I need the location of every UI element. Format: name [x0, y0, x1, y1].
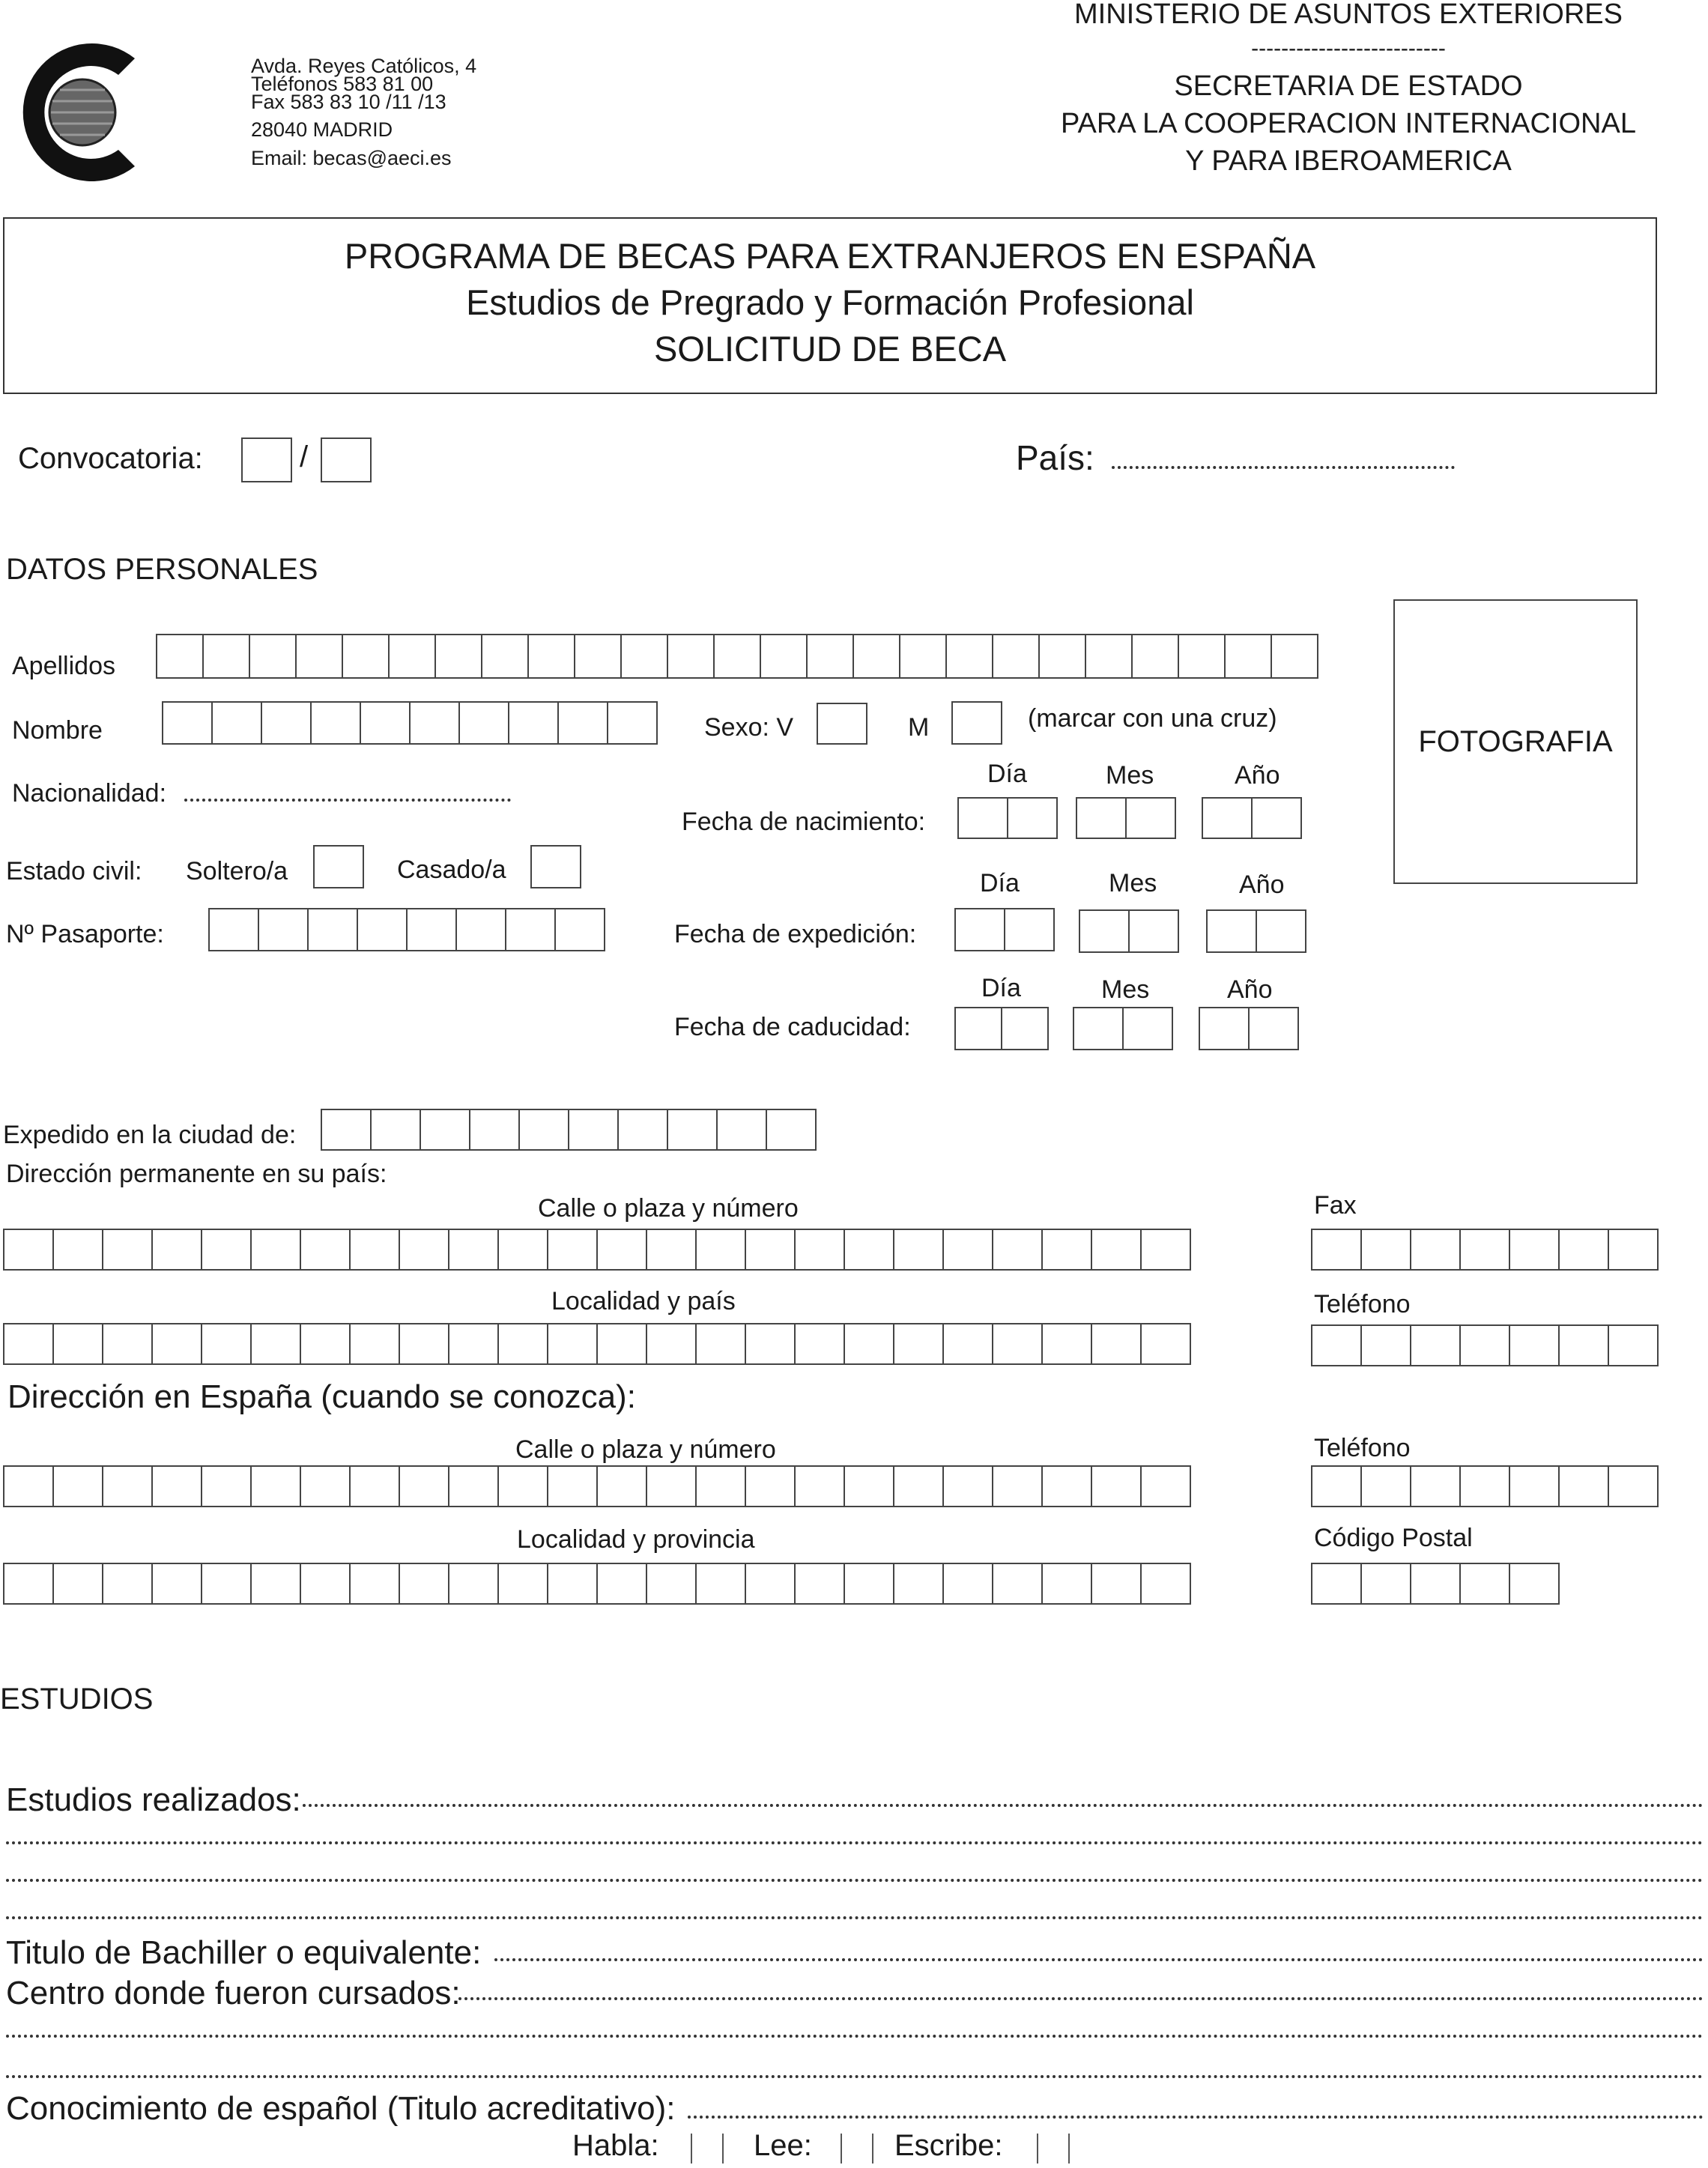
sexo-hint: (marcar con una cruz)	[1028, 704, 1277, 733]
char-box[interactable]	[1001, 1007, 1049, 1050]
char-box[interactable]	[1128, 909, 1179, 953]
expedicion-dia-label: Día	[980, 869, 1020, 897]
char-box[interactable]	[547, 1323, 598, 1365]
char-box[interactable]	[954, 1007, 1002, 1050]
char-box[interactable]	[1271, 634, 1318, 679]
char-box[interactable]	[1608, 1229, 1659, 1271]
char-box[interactable]	[574, 634, 622, 679]
char-box[interactable]	[1131, 634, 1179, 679]
char-box[interactable]	[1041, 1323, 1092, 1365]
char-box[interactable]	[300, 1465, 351, 1507]
char-box[interactable]	[1311, 1229, 1362, 1271]
char-box[interactable]	[992, 1563, 1043, 1605]
perm-calle-label: Calle o plaza y número	[538, 1194, 799, 1223]
char-box[interactable]	[893, 1563, 944, 1605]
secretaria-line-2: PARA LA COOPERACION INTERNACIONAL	[1061, 108, 1636, 139]
char-box[interactable]	[596, 1323, 647, 1365]
char-box[interactable]	[1073, 1007, 1124, 1050]
char-box[interactable]	[547, 1229, 598, 1271]
char-box[interactable]	[151, 1323, 202, 1365]
habla-label: Habla:	[572, 2129, 659, 2162]
char-box[interactable]	[695, 1465, 746, 1507]
perm-fax-boxes[interactable]	[1311, 1229, 1657, 1271]
char-box[interactable]	[1410, 1465, 1461, 1507]
estado-civil-label: Estado civil:	[6, 857, 142, 885]
esp-calle-boxes[interactable]	[3, 1465, 1190, 1507]
char-box[interactable]	[620, 634, 668, 679]
char-box[interactable]	[300, 1563, 351, 1605]
char-box[interactable]	[1041, 1229, 1092, 1271]
char-box[interactable]	[300, 1323, 351, 1365]
char-box[interactable]	[667, 634, 715, 679]
char-box[interactable]	[1459, 1324, 1510, 1366]
char-box[interactable]	[899, 634, 947, 679]
char-box[interactable]	[945, 634, 993, 679]
title-line-3: SOLICITUD DE BECA	[653, 329, 1007, 369]
char-box[interactable]	[102, 1563, 153, 1605]
address-city: 28040 MADRID	[251, 118, 393, 141]
char-box[interactable]	[1410, 1563, 1461, 1605]
char-box[interactable]	[1140, 1323, 1191, 1365]
char-box[interactable]	[527, 634, 575, 679]
char-box[interactable]	[370, 1109, 421, 1151]
nacimiento-dia-label: Día	[987, 760, 1027, 788]
caducidad-label: Fecha de caducidad:	[674, 1013, 911, 1041]
char-box[interactable]	[1122, 1007, 1173, 1050]
char-box[interactable]	[469, 1109, 520, 1151]
char-box[interactable]	[201, 1563, 252, 1605]
char-box[interactable]	[349, 1563, 400, 1605]
char-box[interactable]	[957, 797, 1008, 839]
caducidad-mes-boxes[interactable]	[1073, 1007, 1172, 1050]
char-box[interactable]	[1091, 1563, 1142, 1605]
char-box[interactable]	[448, 1465, 499, 1507]
titulo-bachiller-label: Titulo de Bachiller o equivalente:	[6, 1934, 482, 1971]
char-box[interactable]	[794, 1323, 845, 1365]
direccion-permanente-label: Dirección permanente en su país:	[6, 1160, 387, 1188]
perm-fax-label: Fax	[1314, 1191, 1357, 1220]
char-box[interactable]	[1125, 797, 1176, 839]
char-box[interactable]	[151, 1563, 202, 1605]
pais-label: País:	[1016, 438, 1094, 477]
char-box[interactable]	[745, 1563, 796, 1605]
convocatoria-label: Convocatoria:	[18, 442, 203, 475]
char-box[interactable]	[1459, 1563, 1510, 1605]
char-box[interactable]	[1256, 909, 1306, 953]
char-box[interactable]	[992, 1229, 1043, 1271]
ministry-separator: --------------------------	[1251, 36, 1446, 61]
char-box[interactable]	[1140, 1465, 1191, 1507]
char-box[interactable]	[102, 1465, 153, 1507]
habla-box[interactable]	[691, 2134, 724, 2164]
char-box[interactable]	[1459, 1229, 1510, 1271]
char-box[interactable]	[250, 1465, 301, 1507]
char-box[interactable]	[1199, 1007, 1250, 1050]
char-box[interactable]	[646, 1563, 697, 1605]
char-box[interactable]	[1085, 634, 1133, 679]
char-box[interactable]	[557, 701, 608, 745]
title-line-2: Estudios de Pregrado y Formación Profesional	[466, 282, 1194, 322]
char-box[interactable]	[1224, 634, 1272, 679]
char-box[interactable]	[992, 634, 1040, 679]
char-box[interactable]	[794, 1229, 845, 1271]
char-box[interactable]	[1004, 908, 1055, 951]
char-box[interactable]	[102, 1229, 153, 1271]
char-box[interactable]	[434, 634, 482, 679]
expedicion-mes-boxes[interactable]	[1079, 909, 1178, 953]
char-box[interactable]	[745, 1323, 796, 1365]
estudios-realizados-label: Estudios realizados:	[6, 1781, 301, 1818]
ministry-name: MINISTERIO DE ASUNTOS EXTERIORES	[1074, 0, 1623, 30]
char-box[interactable]	[151, 1229, 202, 1271]
char-box[interactable]	[646, 1323, 697, 1365]
caducidad-anio-boxes[interactable]	[1199, 1007, 1297, 1050]
char-box[interactable]	[250, 1229, 301, 1271]
char-box[interactable]	[794, 1563, 845, 1605]
char-box[interactable]	[1509, 1324, 1560, 1366]
esp-codigo-postal-boxes[interactable]	[1311, 1563, 1558, 1605]
char-box[interactable]	[3, 1229, 54, 1271]
char-box[interactable]	[745, 1465, 796, 1507]
nacimiento-dia-boxes[interactable]	[957, 797, 1056, 839]
char-box[interactable]	[547, 1465, 598, 1507]
char-box[interactable]	[853, 634, 900, 679]
char-box[interactable]	[1076, 797, 1127, 839]
char-box[interactable]	[406, 908, 457, 951]
char-box[interactable]	[1091, 1229, 1142, 1271]
char-box[interactable]	[307, 908, 358, 951]
perm-telefono-boxes[interactable]	[1311, 1324, 1657, 1366]
char-box[interactable]	[596, 1465, 647, 1507]
char-box[interactable]	[1558, 1465, 1609, 1507]
char-box[interactable]	[409, 701, 460, 745]
char-box[interactable]	[208, 908, 259, 951]
char-box[interactable]	[1360, 1229, 1411, 1271]
char-box[interactable]	[760, 634, 808, 679]
char-box[interactable]	[1509, 1563, 1560, 1605]
char-box[interactable]	[695, 1323, 746, 1365]
char-box[interactable]	[1360, 1324, 1411, 1366]
expedicion-anio-boxes[interactable]	[1206, 909, 1305, 953]
nacimiento-anio-boxes[interactable]	[1202, 797, 1300, 839]
char-box[interactable]	[1091, 1323, 1142, 1365]
apellidos-boxes[interactable]	[156, 634, 1317, 679]
char-box[interactable]	[713, 634, 761, 679]
perm-telefono-label: Teléfono	[1314, 1290, 1411, 1318]
char-box[interactable]	[249, 634, 297, 679]
char-box[interactable]	[617, 1109, 668, 1151]
char-box[interactable]	[399, 1323, 449, 1365]
esp-calle-label: Calle o plaza y número	[515, 1435, 776, 1464]
pasaporte-label: Nº Pasaporte:	[6, 920, 164, 948]
expedicion-dia-boxes[interactable]	[954, 908, 1053, 951]
char-box[interactable]	[151, 1465, 202, 1507]
char-box[interactable]	[349, 1229, 400, 1271]
char-box[interactable]	[458, 701, 509, 745]
char-box[interactable]	[1360, 1563, 1411, 1605]
expedicion-anio-label: Año	[1239, 870, 1285, 899]
perm-localidad-boxes[interactable]	[3, 1323, 1190, 1365]
char-box[interactable]	[52, 1229, 103, 1271]
char-box[interactable]	[102, 1323, 153, 1365]
institution-address	[251, 57, 476, 172]
esp-codigo-postal-label: Código Postal	[1314, 1524, 1473, 1552]
estudios-heading: ESTUDIOS	[0, 1683, 154, 1716]
perm-calle-boxes[interactable]	[3, 1229, 1190, 1271]
char-box[interactable]	[1608, 1324, 1659, 1366]
title-box	[3, 217, 1657, 394]
char-box[interactable]	[201, 1465, 252, 1507]
char-box[interactable]	[481, 634, 529, 679]
char-box[interactable]	[420, 1109, 470, 1151]
char-box[interactable]	[794, 1465, 845, 1507]
char-box[interactable]	[1509, 1465, 1560, 1507]
char-box[interactable]	[942, 1229, 993, 1271]
char-box[interactable]	[342, 634, 390, 679]
pasaporte-boxes[interactable]	[208, 908, 604, 951]
char-box[interactable]	[1459, 1465, 1510, 1507]
casado-label: Casado/a	[397, 856, 506, 884]
nacimiento-mes-label: Mes	[1106, 761, 1154, 790]
personal-heading: DATOS PERSONALES	[6, 553, 318, 586]
esp-localidad-label: Localidad y provincia	[517, 1525, 755, 1554]
nombre-boxes[interactable]	[162, 701, 656, 745]
char-box[interactable]	[954, 908, 1005, 951]
char-box[interactable]	[1140, 1563, 1191, 1605]
char-box[interactable]	[3, 1563, 54, 1605]
char-box[interactable]	[667, 1109, 718, 1151]
sexo-v-label: Sexo: V	[704, 713, 794, 742]
char-box[interactable]	[211, 701, 262, 745]
secretaria-line-1: SECRETARIA DE ESTADO	[1174, 70, 1523, 102]
char-box[interactable]	[508, 701, 559, 745]
escribe-label: Escribe:	[894, 2129, 1003, 2162]
char-box[interactable]	[258, 908, 309, 951]
char-box[interactable]	[1007, 797, 1058, 839]
char-box[interactable]	[52, 1465, 103, 1507]
centro-line-2[interactable]	[6, 2035, 1704, 2038]
char-box[interactable]	[607, 701, 658, 745]
char-box[interactable]	[202, 634, 250, 679]
address-street: Avda. Reyes Católicos, 4	[251, 55, 477, 77]
titulo-bachiller-field[interactable]	[494, 1958, 1704, 1961]
char-box[interactable]	[893, 1323, 944, 1365]
char-box[interactable]	[1202, 797, 1253, 839]
char-box[interactable]	[596, 1229, 647, 1271]
char-box[interactable]	[893, 1229, 944, 1271]
char-box[interactable]	[497, 1465, 548, 1507]
char-box[interactable]	[1558, 1229, 1609, 1271]
char-box[interactable]	[448, 1563, 499, 1605]
char-box[interactable]	[942, 1465, 993, 1507]
char-box[interactable]	[349, 1323, 400, 1365]
char-box[interactable]	[1311, 1324, 1362, 1366]
char-box[interactable]	[162, 701, 213, 745]
esp-localidad-boxes[interactable]	[3, 1563, 1190, 1605]
nacionalidad-field[interactable]	[184, 799, 511, 802]
convocatoria-slash: /	[300, 440, 309, 473]
caducidad-dia-label: Día	[981, 974, 1021, 1002]
char-box[interactable]	[695, 1563, 746, 1605]
char-box[interactable]	[942, 1563, 993, 1605]
expedido-label: Expedido en la ciudad de:	[3, 1121, 297, 1149]
soltero-label: Soltero/a	[186, 857, 288, 885]
char-box[interactable]	[844, 1563, 894, 1605]
char-box[interactable]	[1091, 1465, 1142, 1507]
char-box[interactable]	[1248, 1007, 1299, 1050]
char-box[interactable]	[992, 1323, 1043, 1365]
char-box[interactable]	[806, 634, 854, 679]
nacimiento-label: Fecha de nacimiento:	[682, 808, 926, 836]
char-box[interactable]	[1178, 634, 1226, 679]
char-box[interactable]	[844, 1229, 894, 1271]
char-box[interactable]	[3, 1323, 54, 1365]
char-box[interactable]	[497, 1323, 548, 1365]
nacionalidad-label: Nacionalidad:	[12, 779, 167, 808]
expedicion-mes-label: Mes	[1109, 869, 1157, 897]
sexo-v-box[interactable]	[817, 703, 867, 745]
char-box[interactable]	[295, 634, 343, 679]
char-box[interactable]	[360, 701, 411, 745]
char-box[interactable]	[893, 1465, 944, 1507]
convocatoria-year-2-box[interactable]	[321, 437, 372, 482]
char-box[interactable]	[300, 1229, 351, 1271]
char-box[interactable]	[455, 908, 506, 951]
centro-line-1[interactable]	[458, 1997, 1704, 2000]
char-box[interactable]	[596, 1563, 647, 1605]
char-box[interactable]	[52, 1563, 103, 1605]
char-box[interactable]	[261, 701, 312, 745]
char-box[interactable]	[716, 1109, 767, 1151]
char-box[interactable]	[321, 1109, 372, 1151]
char-box[interactable]	[399, 1465, 449, 1507]
title-line-1: PROGRAMA DE BECAS PARA EXTRANJEROS EN ESPAÑA	[344, 236, 1316, 276]
soltero-box[interactable]	[313, 845, 364, 888]
esp-telefono-label: Teléfono	[1314, 1434, 1411, 1462]
char-box[interactable]	[568, 1109, 619, 1151]
char-box[interactable]	[3, 1465, 54, 1507]
char-box[interactable]	[1206, 909, 1257, 953]
nacimiento-anio-label: Año	[1235, 761, 1280, 790]
char-box[interactable]	[547, 1563, 598, 1605]
char-box[interactable]	[1360, 1465, 1411, 1507]
char-box[interactable]	[1041, 1563, 1092, 1605]
estudios-realizados-line-1[interactable]	[303, 1804, 1704, 1807]
pais-field[interactable]	[1112, 466, 1455, 469]
lee-box[interactable]	[841, 2134, 873, 2164]
caducidad-mes-label: Mes	[1101, 975, 1150, 1004]
lee-label: Lee:	[754, 2129, 812, 2162]
char-box[interactable]	[1140, 1229, 1191, 1271]
char-box[interactable]	[1558, 1324, 1609, 1366]
nombre-label: Nombre	[12, 716, 103, 745]
expedicion-label: Fecha de expedición:	[674, 920, 917, 948]
nacimiento-mes-boxes[interactable]	[1076, 797, 1175, 839]
estudios-realizados-line-2[interactable]	[6, 1841, 1704, 1844]
escribe-box[interactable]	[1037, 2134, 1070, 2164]
char-box[interactable]	[201, 1229, 252, 1271]
char-box[interactable]	[497, 1229, 548, 1271]
char-box[interactable]	[1311, 1563, 1362, 1605]
char-box[interactable]	[1079, 909, 1130, 953]
expedido-boxes[interactable]	[321, 1109, 815, 1151]
secretaria-line-3: Y PARA IBEROAMERICA	[1185, 145, 1512, 177]
char-box[interactable]	[695, 1229, 746, 1271]
char-box[interactable]	[310, 701, 361, 745]
char-box[interactable]	[156, 634, 204, 679]
char-box[interactable]	[505, 908, 556, 951]
convocatoria-year-1-box[interactable]	[241, 437, 292, 482]
char-box[interactable]	[250, 1323, 301, 1365]
char-box[interactable]	[844, 1323, 894, 1365]
char-box[interactable]	[1410, 1324, 1461, 1366]
char-box[interactable]	[399, 1229, 449, 1271]
char-box[interactable]	[250, 1563, 301, 1605]
casado-box[interactable]	[530, 845, 581, 888]
char-box[interactable]	[52, 1323, 103, 1365]
conocimiento-field[interactable]	[688, 2116, 1704, 2119]
char-box[interactable]	[1041, 1465, 1092, 1507]
estudios-realizados-line-3[interactable]	[6, 1879, 1704, 1882]
char-box[interactable]	[1311, 1465, 1362, 1507]
caducidad-anio-label: Año	[1227, 975, 1273, 1004]
aeci-logo	[22, 37, 142, 187]
char-box[interactable]	[844, 1465, 894, 1507]
char-box[interactable]	[1608, 1465, 1659, 1507]
address-phone: Teléfonos 583 81 00	[251, 73, 434, 95]
char-box[interactable]	[992, 1465, 1043, 1507]
esp-telefono-boxes[interactable]	[1311, 1465, 1657, 1507]
photo-label: FOTOGRAFIA	[1418, 724, 1613, 758]
char-box[interactable]	[357, 908, 408, 951]
char-box[interactable]	[518, 1109, 569, 1151]
char-box[interactable]	[448, 1323, 499, 1365]
char-box[interactable]	[349, 1465, 400, 1507]
char-box[interactable]	[1410, 1229, 1461, 1271]
char-box[interactable]	[448, 1229, 499, 1271]
apellidos-label: Apellidos	[12, 652, 115, 680]
estudios-realizados-line-4[interactable]	[6, 1916, 1704, 1919]
char-box[interactable]	[745, 1229, 796, 1271]
char-box[interactable]	[554, 908, 605, 951]
photo-box	[1393, 599, 1638, 884]
char-box[interactable]	[1038, 634, 1086, 679]
centro-label: Centro donde fueron cursados:	[6, 1975, 461, 2011]
char-box[interactable]	[399, 1563, 449, 1605]
char-box[interactable]	[766, 1109, 817, 1151]
perm-localidad-label: Localidad y país	[551, 1287, 736, 1315]
char-box[interactable]	[1251, 797, 1302, 839]
address-email: Email: becas@aeci.es	[251, 147, 452, 169]
centro-line-3[interactable]	[6, 2075, 1704, 2078]
sexo-m-box[interactable]	[951, 701, 1002, 745]
sexo-m-label: M	[908, 713, 930, 742]
char-box[interactable]	[646, 1465, 697, 1507]
char-box[interactable]	[497, 1563, 548, 1605]
char-box[interactable]	[201, 1323, 252, 1365]
char-box[interactable]	[1509, 1229, 1560, 1271]
address-fax: Fax 583 83 10 /11 /13	[251, 91, 446, 113]
char-box[interactable]	[388, 634, 436, 679]
espana-heading: Dirección en España (cuando se conozca):	[7, 1378, 636, 1415]
char-box[interactable]	[942, 1323, 993, 1365]
char-box[interactable]	[646, 1229, 697, 1271]
caducidad-dia-boxes[interactable]	[954, 1007, 1047, 1050]
conocimiento-label: Conocimiento de español (Titulo acreditativo):	[6, 2090, 676, 2127]
